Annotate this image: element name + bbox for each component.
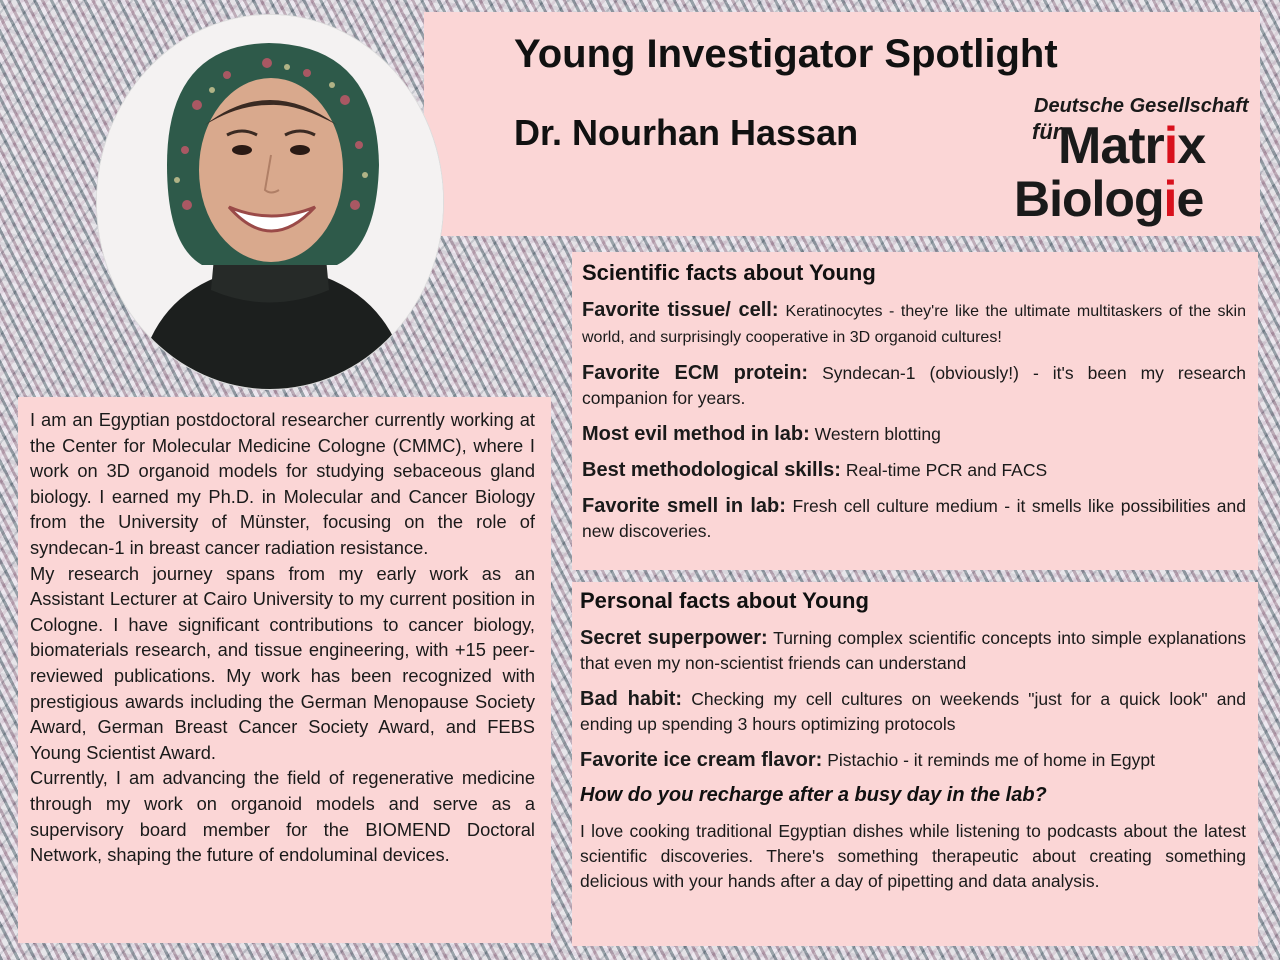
fact-favorite-tissue: Favorite tissue/ cell: Keratinocytes - they're like the ultimate multitaskers of the skin world, and surprisingly cooperative in 3D organoid cultures! [582, 299, 1246, 346]
fact-best-skills: Best methodological skills: Real-time PCR and FACS [582, 459, 1048, 481]
logo-line2: für [1032, 119, 1062, 144]
fact-most-evil-method: Most evil method in lab: Western blotting [582, 423, 941, 445]
portrait-photo [96, 14, 444, 390]
logo-word-matrix: Matrix [1058, 117, 1206, 175]
scientific-facts-title: Scientific facts about Young [582, 260, 876, 285]
dgmb-logo [1014, 92, 1254, 232]
header-panel [424, 12, 1260, 236]
investigator-name: Dr. Nourhan Hassan [514, 112, 859, 153]
scientific-facts-panel [572, 252, 1258, 570]
page-title: Young Investigator Spotlight [514, 32, 1058, 76]
personal-facts-panel [572, 582, 1258, 946]
fact-favorite-ecm-protein: Favorite ECM protein: Syndecan-1 (obviously!) - it's been my research companion for years. [582, 362, 1246, 408]
fact-ice-cream: Favorite ice cream flavor: Pistachio - it reminds me of home in Egypt [580, 749, 1155, 771]
fact-secret-superpower: Secret superpower: Turning complex scientific concepts into simple explanations that even my non-scientist friends can understand [580, 627, 1246, 673]
bio-paragraph-1: I am an Egyptian postdoctoral researcher currently working at the Center for Molecular Medicine Cologne (CMMC), where I work on 3D organoid models for studying sebaceous gland biology. I earned my Ph.D. in Molecular and Cancer Biology from the University of Münster, focusing on the role of syndecan-1 in breast cancer radiation resistance. [30, 409, 535, 558]
personal-facts-title: Personal facts about Young [580, 588, 869, 613]
fact-bad-habit: Bad habit: Checking my cell cultures on weekends "just for a quick look" and ending up spending 3 hours optimizing protocols [580, 688, 1246, 734]
recharge-question: How do you recharge after a busy day in the lab? [580, 784, 1047, 806]
logo-line1: Deutsche Gesellschaft [1034, 95, 1249, 117]
recharge-answer: I love cooking traditional Egyptian dishes while listening to podcasts about the latest scientific discoveries. There's something therapeutic about creating something delicious with your hands after a day of pipetting and data analysis. [580, 821, 1246, 891]
bio-panel [18, 397, 551, 943]
logo-word-biologie: Biologie [1014, 171, 1204, 227]
bio-paragraph-3: Currently, I am advancing the field of regenerative medicine through my work on organoid models and serve as a supervisory board member for the BIOMEND Doctoral Network, shaping the future of endoluminal devices. [30, 767, 535, 866]
bio-paragraph-2: My research journey spans from my early work as an Assistant Lecturer at Cairo University to my current position in Cologne. I have significant contributions to cancer biology, biomaterials research, and tissue engineering, with +15 peer-reviewed publications. My work has been recognized with prestigious awards including the German Menopause Society Award, German Breast Cancer Society Award, and FEBS Young Scientist Award. [30, 562, 535, 763]
fact-favorite-smell: Favorite smell in lab: Fresh cell culture medium - it smells like possibilities and new discoveries. [582, 495, 1246, 541]
